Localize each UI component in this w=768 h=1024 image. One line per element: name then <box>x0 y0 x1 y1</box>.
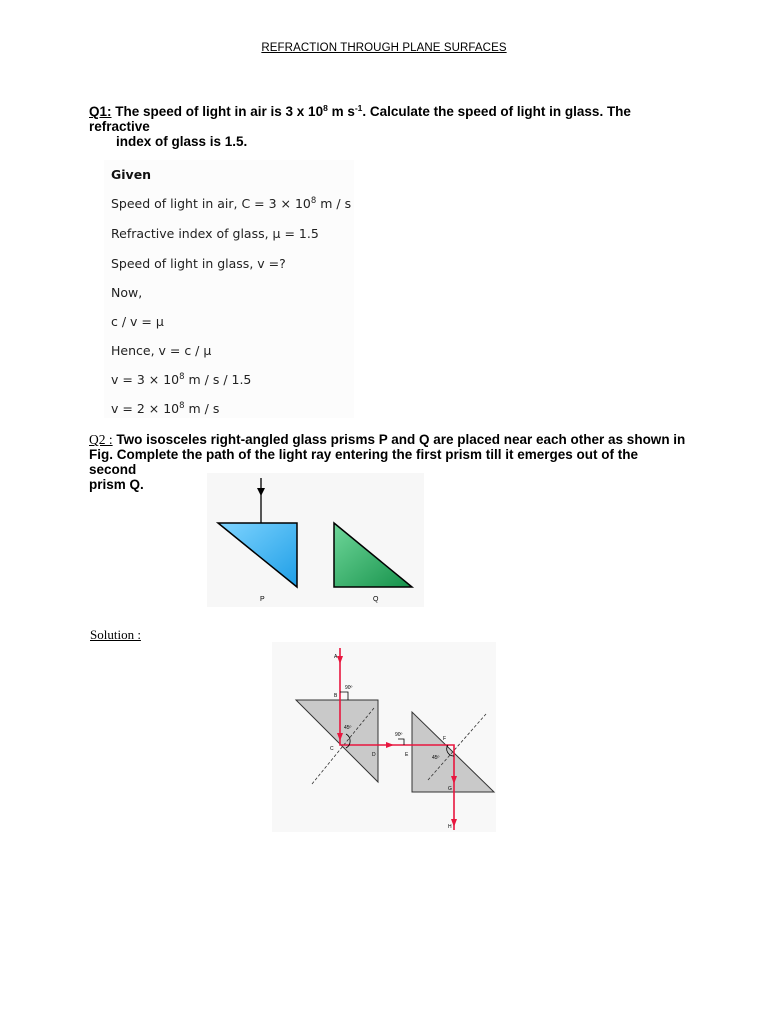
solution-figure <box>272 642 496 832</box>
arrow-h-icon <box>451 819 457 827</box>
label-d: D <box>372 752 376 758</box>
arrow-a-icon <box>337 656 343 664</box>
label-a: A <box>334 654 338 660</box>
angle-45-f: 45º <box>432 755 440 761</box>
prism-p-solution <box>296 700 378 782</box>
right-angle-mark-b <box>340 692 348 700</box>
given-line-1: Speed of light in air, $C = 3 \times 10^8$ m / s <box>111 196 352 211</box>
solution-label: Solution : <box>90 627 141 642</box>
given-line-3: Speed of light in glass, v =? <box>111 256 286 271</box>
prism-figure <box>207 473 424 607</box>
arrow-down-icon <box>257 488 265 496</box>
arrow-d-icon <box>386 742 394 748</box>
given-line-6: Hence, v = c / μ <box>111 343 212 358</box>
q1-text-b: m s <box>327 104 355 119</box>
label-h: H <box>448 824 452 830</box>
prism-p <box>218 523 297 587</box>
given-line-2: Refractive index of glass, μ = 1.5 <box>111 226 319 241</box>
given-line-8: $v = 2 \times 10^8$ m / s <box>111 401 220 416</box>
q2-text-line3: prism Q. <box>89 477 144 492</box>
angle-45-c: 45º <box>344 725 352 731</box>
given-heading: Given <box>111 167 152 182</box>
angle-90-b: 90º <box>345 685 353 691</box>
label-e: E <box>405 752 409 758</box>
page-title: REFRACTION THROUGH PLANE SURFACES <box>261 42 507 54</box>
q2-text-line2: Fig. Complete the path of the light ray entering the first prism till it emerges out of the second <box>89 447 639 477</box>
label-b: B <box>334 693 338 699</box>
q2-label: Q2 : <box>89 432 113 447</box>
question-1: Q1: The speed of light in air is 3 x $10^8$ m $s^{-1}$. Calculate the speed of light in glass. The refractive index of glass is 1.5. <box>89 101 689 149</box>
label-g: G <box>448 786 452 792</box>
prism-figure-svg <box>207 473 424 607</box>
q1-label: Q1: <box>89 104 112 119</box>
q2-text-line1: Two isosceles right-angled glass prisms P and Q are placed near each other as shown in <box>112 432 686 447</box>
label-f: F <box>443 736 447 742</box>
q1-text-c: . Calculate the speed of light in glass. The refractive <box>89 104 631 134</box>
q1-text-line2: index of glass is 1.5. <box>116 134 248 149</box>
angle-90-e: 90º <box>395 732 403 738</box>
prism-q <box>334 523 412 587</box>
prism-p-label: P <box>260 596 265 603</box>
given-line-7: $v = 3 \times 10^8$ m / s / 1.5 <box>111 372 252 387</box>
right-angle-mark-e <box>398 739 404 745</box>
given-line-4: Now, <box>111 285 143 300</box>
prism-q-label: Q <box>373 596 379 603</box>
solution-figure-svg <box>272 642 496 832</box>
label-c: C <box>330 746 334 752</box>
given-line-5: c / v = μ <box>111 314 164 329</box>
q1-text-a: The speed of light in air is 3 x 10 <box>111 104 324 119</box>
